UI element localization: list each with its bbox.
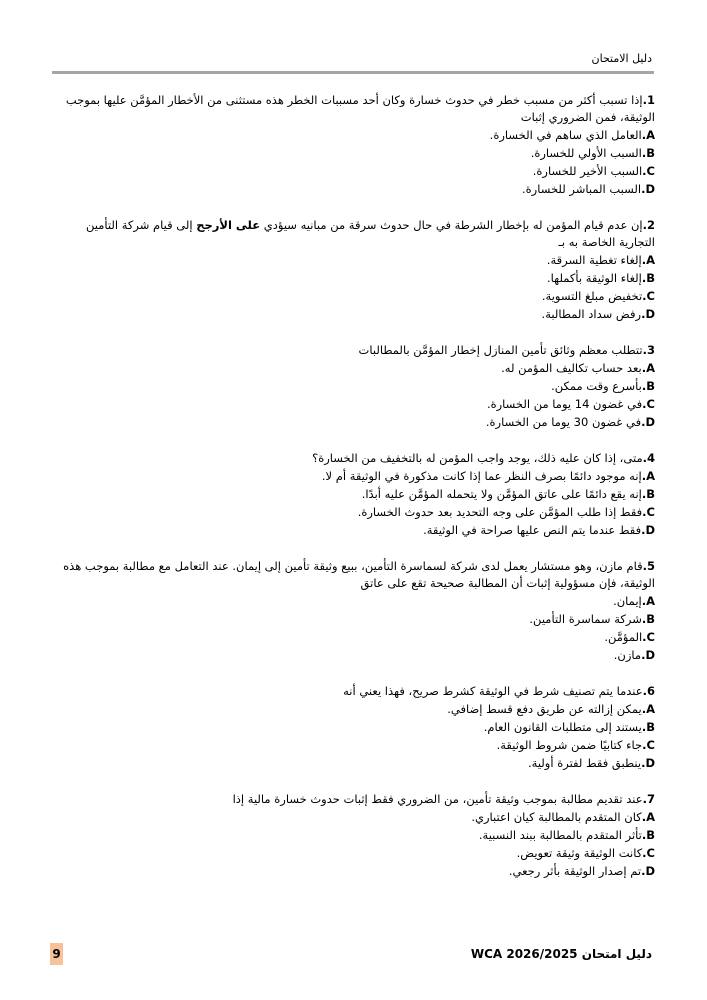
option-text: إنه موجود دائمًا بصرف النظر عما إذا كانت مذكورة في الوثيقة أم لا. bbox=[321, 469, 642, 483]
option-c bbox=[52, 736, 655, 754]
option-c bbox=[52, 628, 655, 646]
option-letter: C. bbox=[642, 397, 655, 411]
option-text: رفض سداد المطالبة. bbox=[541, 307, 642, 321]
option-letter: A. bbox=[641, 469, 655, 483]
option-letter: C. bbox=[642, 630, 655, 644]
option-letter: B. bbox=[641, 379, 655, 393]
option-letter: A. bbox=[641, 253, 655, 267]
option-letter: B. bbox=[641, 612, 655, 626]
page-number: 9 bbox=[50, 943, 63, 965]
option-text: كان المتقدم بالمطالبة كيان اعتباري. bbox=[471, 810, 642, 824]
option-b bbox=[52, 485, 655, 503]
option-text: شركة سماسرة التأمين. bbox=[529, 612, 642, 626]
option-text: كانت الوثيقة وثيقة تعويض. bbox=[516, 846, 643, 860]
option-letter: D. bbox=[641, 523, 655, 537]
option-text: تخفيض مبلغ التسوية. bbox=[541, 289, 643, 303]
option-text: جاء كتابيًا ضمن شروط الوثيقة. bbox=[496, 738, 643, 752]
option-b bbox=[52, 826, 655, 844]
option-a bbox=[52, 808, 655, 826]
option-text: يمكن إزالته عن طريق دفع قسط إضافي. bbox=[447, 702, 642, 716]
header-divider bbox=[52, 71, 654, 74]
option-text: ينطبق فقط لفترة أولية. bbox=[528, 756, 642, 770]
option-text: فقط عندما يتم النص عليها صراحة في الوثيقة. bbox=[423, 523, 642, 537]
option-letter: B. bbox=[641, 146, 655, 160]
option-b bbox=[52, 718, 655, 736]
option-text: في غضون 30 يوما من الخسارة. bbox=[485, 415, 642, 429]
question-number: 3. bbox=[642, 343, 655, 357]
question-text: تتطلب معظم وثائق تأمين المنازل إخطار المؤمَّن بالمطالبات bbox=[358, 343, 643, 357]
option-letter: D. bbox=[641, 415, 655, 429]
question-text: متى، إذا كان عليه ذلك، يوجد واجب المؤمن له بالتخفيف من الخسارة؟ bbox=[312, 451, 643, 465]
question-text-continued: إلى قيام شركة التأمين التجارية الخاصة به بـ bbox=[86, 218, 655, 249]
question-text: عندما يتم تصنيف شرط في الوثيقة كشرط صريح، فهذا يعني أنه bbox=[343, 684, 643, 698]
option-text: تم إصدار الوثيقة بأثر رجعي. bbox=[508, 864, 642, 878]
option-d bbox=[52, 862, 655, 880]
option-b bbox=[52, 269, 655, 287]
question-7 bbox=[52, 791, 655, 880]
option-b bbox=[52, 144, 655, 162]
option-b bbox=[52, 377, 655, 395]
question-text: قام مازن، وهو مستشار يعمل لدى شركة لسماسرة التأمين، ببيع وثيقة تأمين إلى إيمان. عند التعامل مع مطالبة بموجب هذه الوثيقة، فإن مسؤولية إثبات أن المطالبة صحيحة تقع على عاتق bbox=[63, 559, 655, 590]
option-text: إيمان. bbox=[613, 594, 642, 608]
question-emphasis: على الأرجح bbox=[196, 218, 261, 232]
question-text: عند تقديم مطالبة بموجب وثيقة تأمين، من الضروري فقط إثبات حدوث خسارة مالية إذا bbox=[232, 792, 643, 806]
option-text: يستند إلى متطلبات القانون العام. bbox=[483, 720, 642, 734]
option-letter: B. bbox=[641, 487, 655, 501]
option-text: بعد حساب تكاليف المؤمن له. bbox=[501, 361, 642, 375]
question-6 bbox=[52, 683, 655, 772]
option-a bbox=[52, 126, 655, 144]
option-d bbox=[52, 646, 655, 664]
option-text: السبب المباشر للخسارة. bbox=[522, 182, 642, 196]
option-c bbox=[52, 287, 655, 305]
option-text: السبب الأخير للخسارة. bbox=[532, 164, 643, 178]
option-letter: A. bbox=[641, 810, 655, 824]
option-c bbox=[52, 395, 655, 413]
question-5 bbox=[52, 558, 655, 664]
option-a bbox=[52, 700, 655, 718]
option-text: إنه يقع دائمًا على عاتق المؤمَّن ولا يتحمله المؤمَّن عليه أبدًا. bbox=[361, 487, 642, 501]
option-letter: A. bbox=[641, 128, 655, 142]
option-d bbox=[52, 305, 655, 323]
option-letter: D. bbox=[641, 756, 655, 770]
question-number: 5. bbox=[642, 559, 655, 573]
question-number: 2. bbox=[642, 218, 655, 232]
option-letter: C. bbox=[642, 505, 655, 519]
question-4 bbox=[52, 450, 655, 539]
option-letter: A. bbox=[641, 702, 655, 716]
option-letter: A. bbox=[641, 594, 655, 608]
option-letter: B. bbox=[641, 828, 655, 842]
option-b bbox=[52, 610, 655, 628]
option-text: في غضون 14 يوما من الخسارة. bbox=[486, 397, 643, 411]
question-number: 7. bbox=[642, 792, 655, 806]
option-text: السبب الأولي للخسارة. bbox=[530, 146, 642, 160]
footer-title: دليل امتحان WCA 2026/2025 bbox=[470, 947, 652, 961]
option-a bbox=[52, 592, 655, 610]
option-text: بأسرع وقت ممكن. bbox=[551, 379, 642, 393]
option-c bbox=[52, 503, 655, 521]
option-letter: C. bbox=[642, 289, 655, 303]
option-letter: B. bbox=[641, 720, 655, 734]
question-text: إن عدم قيام المؤمن له بإخطار الشرطة في حال حدوث سرقة من مبانيه سيؤدي bbox=[260, 218, 643, 232]
option-letter: C. bbox=[642, 738, 655, 752]
option-d bbox=[52, 754, 655, 772]
option-letter: D. bbox=[641, 307, 655, 321]
option-d bbox=[52, 413, 655, 431]
question-3 bbox=[52, 342, 655, 431]
question-1 bbox=[52, 92, 655, 198]
option-letter: D. bbox=[641, 648, 655, 662]
option-text: المؤمَّن. bbox=[604, 630, 643, 644]
option-text: تأثر المتقدم بالمطالبة ببند النسبية. bbox=[478, 828, 642, 842]
header-title: دليل الامتحان bbox=[591, 52, 652, 65]
option-letter: C. bbox=[642, 164, 655, 178]
questions-list bbox=[52, 92, 655, 899]
option-text: إلغاء تغطية السرقة. bbox=[546, 253, 642, 267]
question-text: إذا تسبب أكثر من مسبب خطر في حدوث خسارة وكان أحد مسببات الخطر هذه مستثنى من الأخطار المؤمَّن عليها بموجب الوثيقة، فمن الضروري إثبات bbox=[65, 93, 655, 124]
question-number: 1. bbox=[642, 93, 655, 107]
option-text: إلغاء الوثيقة بأكملها. bbox=[547, 271, 642, 285]
option-letter: A. bbox=[641, 361, 655, 375]
option-c bbox=[52, 162, 655, 180]
option-a bbox=[52, 467, 655, 485]
option-letter: D. bbox=[641, 182, 655, 196]
option-d bbox=[52, 521, 655, 539]
option-d bbox=[52, 180, 655, 198]
option-a bbox=[52, 251, 655, 269]
option-text: العامل الذي ساهم في الخسارة. bbox=[489, 128, 642, 142]
question-number: 4. bbox=[642, 451, 655, 465]
option-letter: C. bbox=[642, 846, 655, 860]
option-letter: D. bbox=[641, 864, 655, 878]
option-letter: B. bbox=[641, 271, 655, 285]
option-a bbox=[52, 359, 655, 377]
question-number: 6. bbox=[642, 684, 655, 698]
option-text: مازن. bbox=[613, 648, 642, 662]
option-text: فقط إذا طلب المؤمَّن على وجه التحديد بعد حدوث الخسارة. bbox=[357, 505, 643, 519]
question-2 bbox=[52, 217, 655, 323]
option-c bbox=[52, 844, 655, 862]
